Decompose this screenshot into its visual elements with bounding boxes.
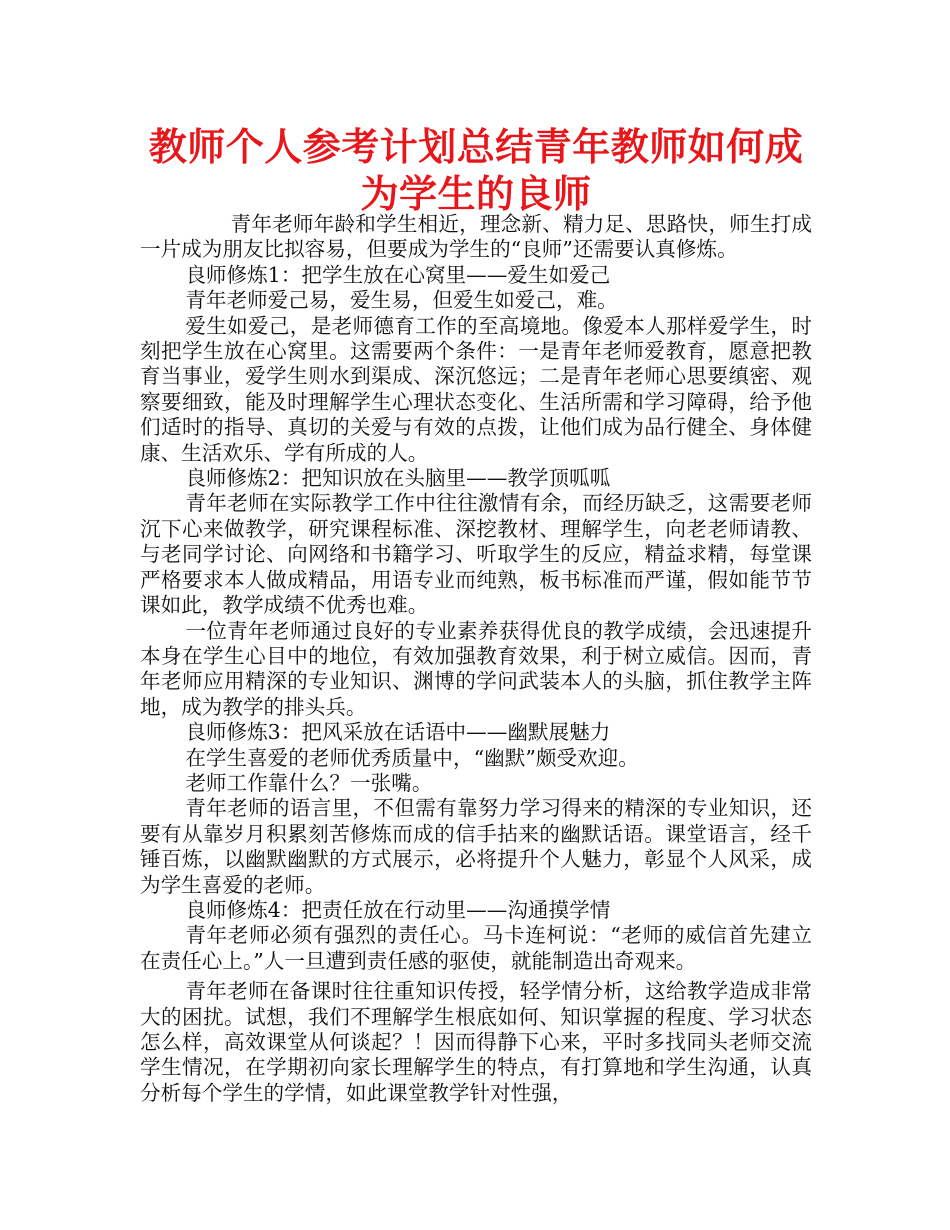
paragraph: 青年老师年龄和学生相近，理念新、精力足、思路快，师生打成一片成为朋友比拟容易，但要成为学生的“良师”还需要认真修炼。	[140, 212, 812, 262]
paragraph: 老师工作靠什么？一张嘴。	[185, 770, 433, 795]
paragraph: 青年老师在实际教学工作中往往激情有余，而经历缺乏，这需要老师沉下心来做教学，研究课程标准、深挖教材、理解学生，向老老师请教、与老同学讨论、向网络和书籍学习、听取学生的反应，精益求精，每堂课严格要求本人做成精品，用语专业而纯熟，板书标准而严谨，假如能节节课如此，教学成绩不优秀也难。	[140, 491, 812, 618]
paragraph: 青年老师的语言里，不但需有靠努力学习得来的精深的专业知识，还要有从靠岁月积累刻苦修炼而成的信手拈来的幽默话语。课堂语言，经千锤百炼，以幽默幽默的方式展示，必将提升个人魅力，彰显个人风采，成为学生喜爱的老师。	[140, 796, 812, 897]
paragraph: 青年老师在备课时往往重知识传授，轻学情分析，这给教学造成非常大的困扰。试想，我们不理解学生根底如何、知识掌握的程度、学习状态怎么样，高效课堂从何谈起？！因而得静下心来，平时多找同头老师交流学生情况，在学期初向家长理解学生的特点，有打算地和学生沟通，认真分析每个学生的学情，如此课堂教学针对性强，	[140, 979, 812, 1105]
section-heading: 良师修炼1：把学生放在心窝里——爱生如爱己	[185, 262, 611, 287]
paragraph: 青年老师必须有强烈的责任心。马卡连柯说：“老师的威信首先建立在责任心上。”人一旦遭到责任感的驱使，就能制造出奇观来。	[140, 923, 812, 973]
document-body	[140, 212, 812, 1106]
paragraph: 爱生如爱己，是老师德育工作的至高境地。像爱本人那样爱学生，时刻把学生放在心窝里。这需要两个条件：一是青年老师爱教育，愿意把教育当事业，爱学生则水到渠成、深沉悠远；二是青年老师心思要缜密、观察要细致，能及时理解学生心理状态变化、生活所需和学习障碍，给予他们适时的指导、真切的关爱与有效的点拨，让他们成为品行健全、身体健康、生活欢乐、学有所成的人。	[140, 313, 812, 465]
paragraph: 一位青年老师通过良好的专业素养获得优良的教学成绩，会迅速提升本身在学生心目中的地位，有效加强教育效果，利于树立威信。因而，青年老师应用精深的专业知识、渊博的学问武装本人的头脑，抓住教学主阵地，成为教学的排头兵。	[140, 618, 812, 719]
paragraph: 在学生喜爱的老师优秀质量中，“幽默”颇受欢迎。	[185, 745, 639, 770]
section-heading: 良师修炼3：把风采放在话语中——幽默展魅力	[185, 720, 611, 745]
section-heading: 良师修炼4：把责任放在行动里——沟通摸学情	[185, 897, 611, 922]
section-heading: 良师修炼2：把知识放在头脑里——教学顶呱呱	[185, 466, 611, 491]
document-title: 教师个人参考计划总结青年教师如何成为学生的良师	[148, 125, 804, 216]
paragraph: 青年老师爱己易，爱生易，但爱生如爱己，难。	[185, 288, 618, 313]
